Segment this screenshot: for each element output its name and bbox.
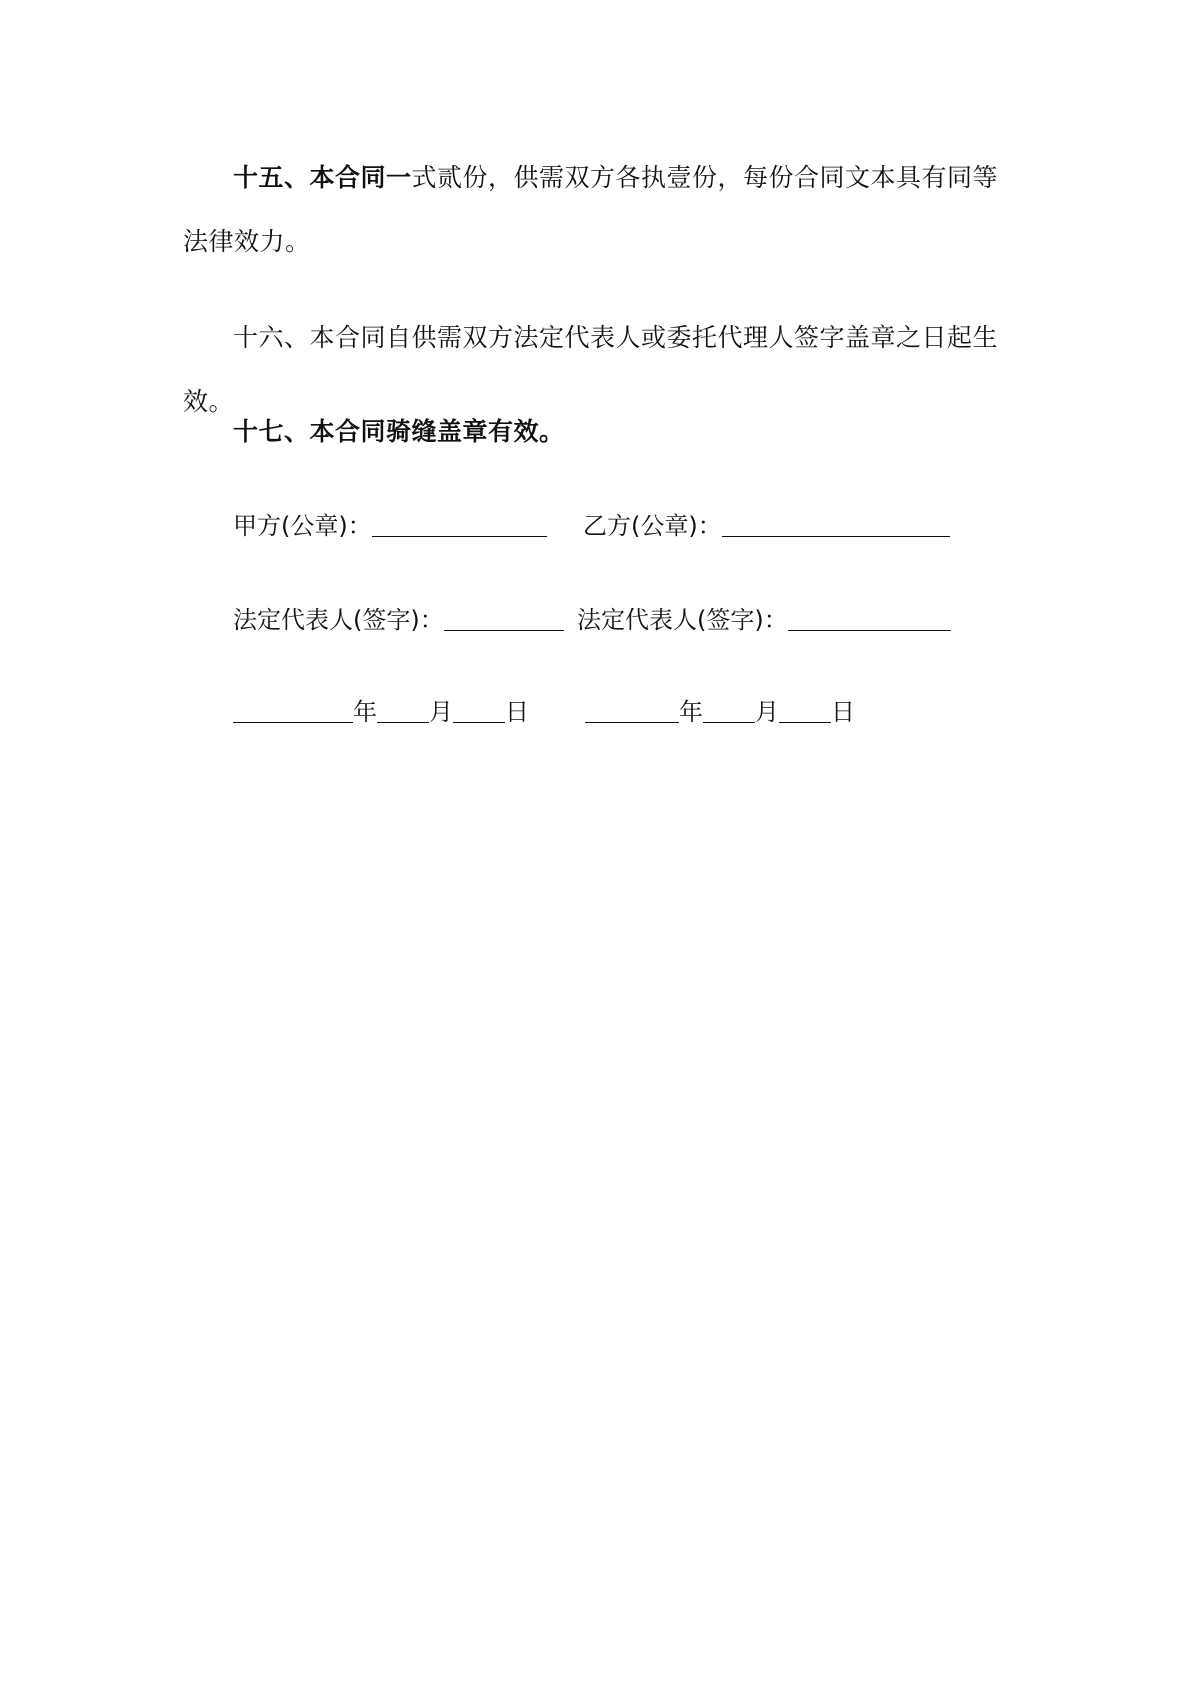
party-b-year-blank[interactable] [585, 696, 679, 723]
party-a-seal-label: 甲方(公章)： [233, 512, 372, 540]
party-b-seal-label: 乙方(公章)： [583, 512, 722, 540]
clause-15-text: 式贰份，供需双方各执壹份，每份合同文本具有同等法律效力。 [183, 163, 999, 256]
party-a-year-label: 年 [353, 698, 377, 726]
party-b-day-label: 日 [831, 698, 855, 726]
party-b-seal-blank[interactable] [722, 510, 950, 537]
party-b-month-label: 月 [755, 698, 779, 726]
clause-16: 十六、本合同自供需双方法定代表人或委托代理人签字盖章之日起生效。 [183, 323, 999, 416]
party-a-rep-label: 法定代表人(签字)： [233, 606, 444, 634]
party-b-rep [577, 602, 951, 638]
party-a-day-label: 日 [505, 698, 529, 726]
clause-15 [183, 146, 1023, 274]
party-b-seal [583, 508, 950, 544]
party-b-month-blank[interactable] [703, 696, 755, 723]
party-a-day-blank[interactable] [453, 696, 505, 723]
party-a-seal [233, 508, 547, 544]
party-a-rep-blank[interactable] [444, 604, 564, 631]
party-a-month-blank[interactable] [377, 696, 429, 723]
party-b-day-blank[interactable] [779, 696, 831, 723]
party-b-rep-label: 法定代表人(签字)： [577, 606, 788, 634]
party-a-seal-blank[interactable] [372, 510, 547, 537]
clause-17: 十七、本合同骑缝盖章有效。 [233, 417, 565, 446]
party-a-month-label: 月 [429, 698, 453, 726]
clause-15-bold-part: 十五、本合同一 [233, 163, 412, 192]
party-a-rep [233, 602, 564, 638]
party-b-date [585, 694, 855, 730]
party-a-date [233, 694, 529, 730]
party-b-rep-blank[interactable] [788, 604, 951, 631]
party-a-year-blank[interactable] [233, 696, 353, 723]
party-b-year-label: 年 [679, 698, 703, 726]
